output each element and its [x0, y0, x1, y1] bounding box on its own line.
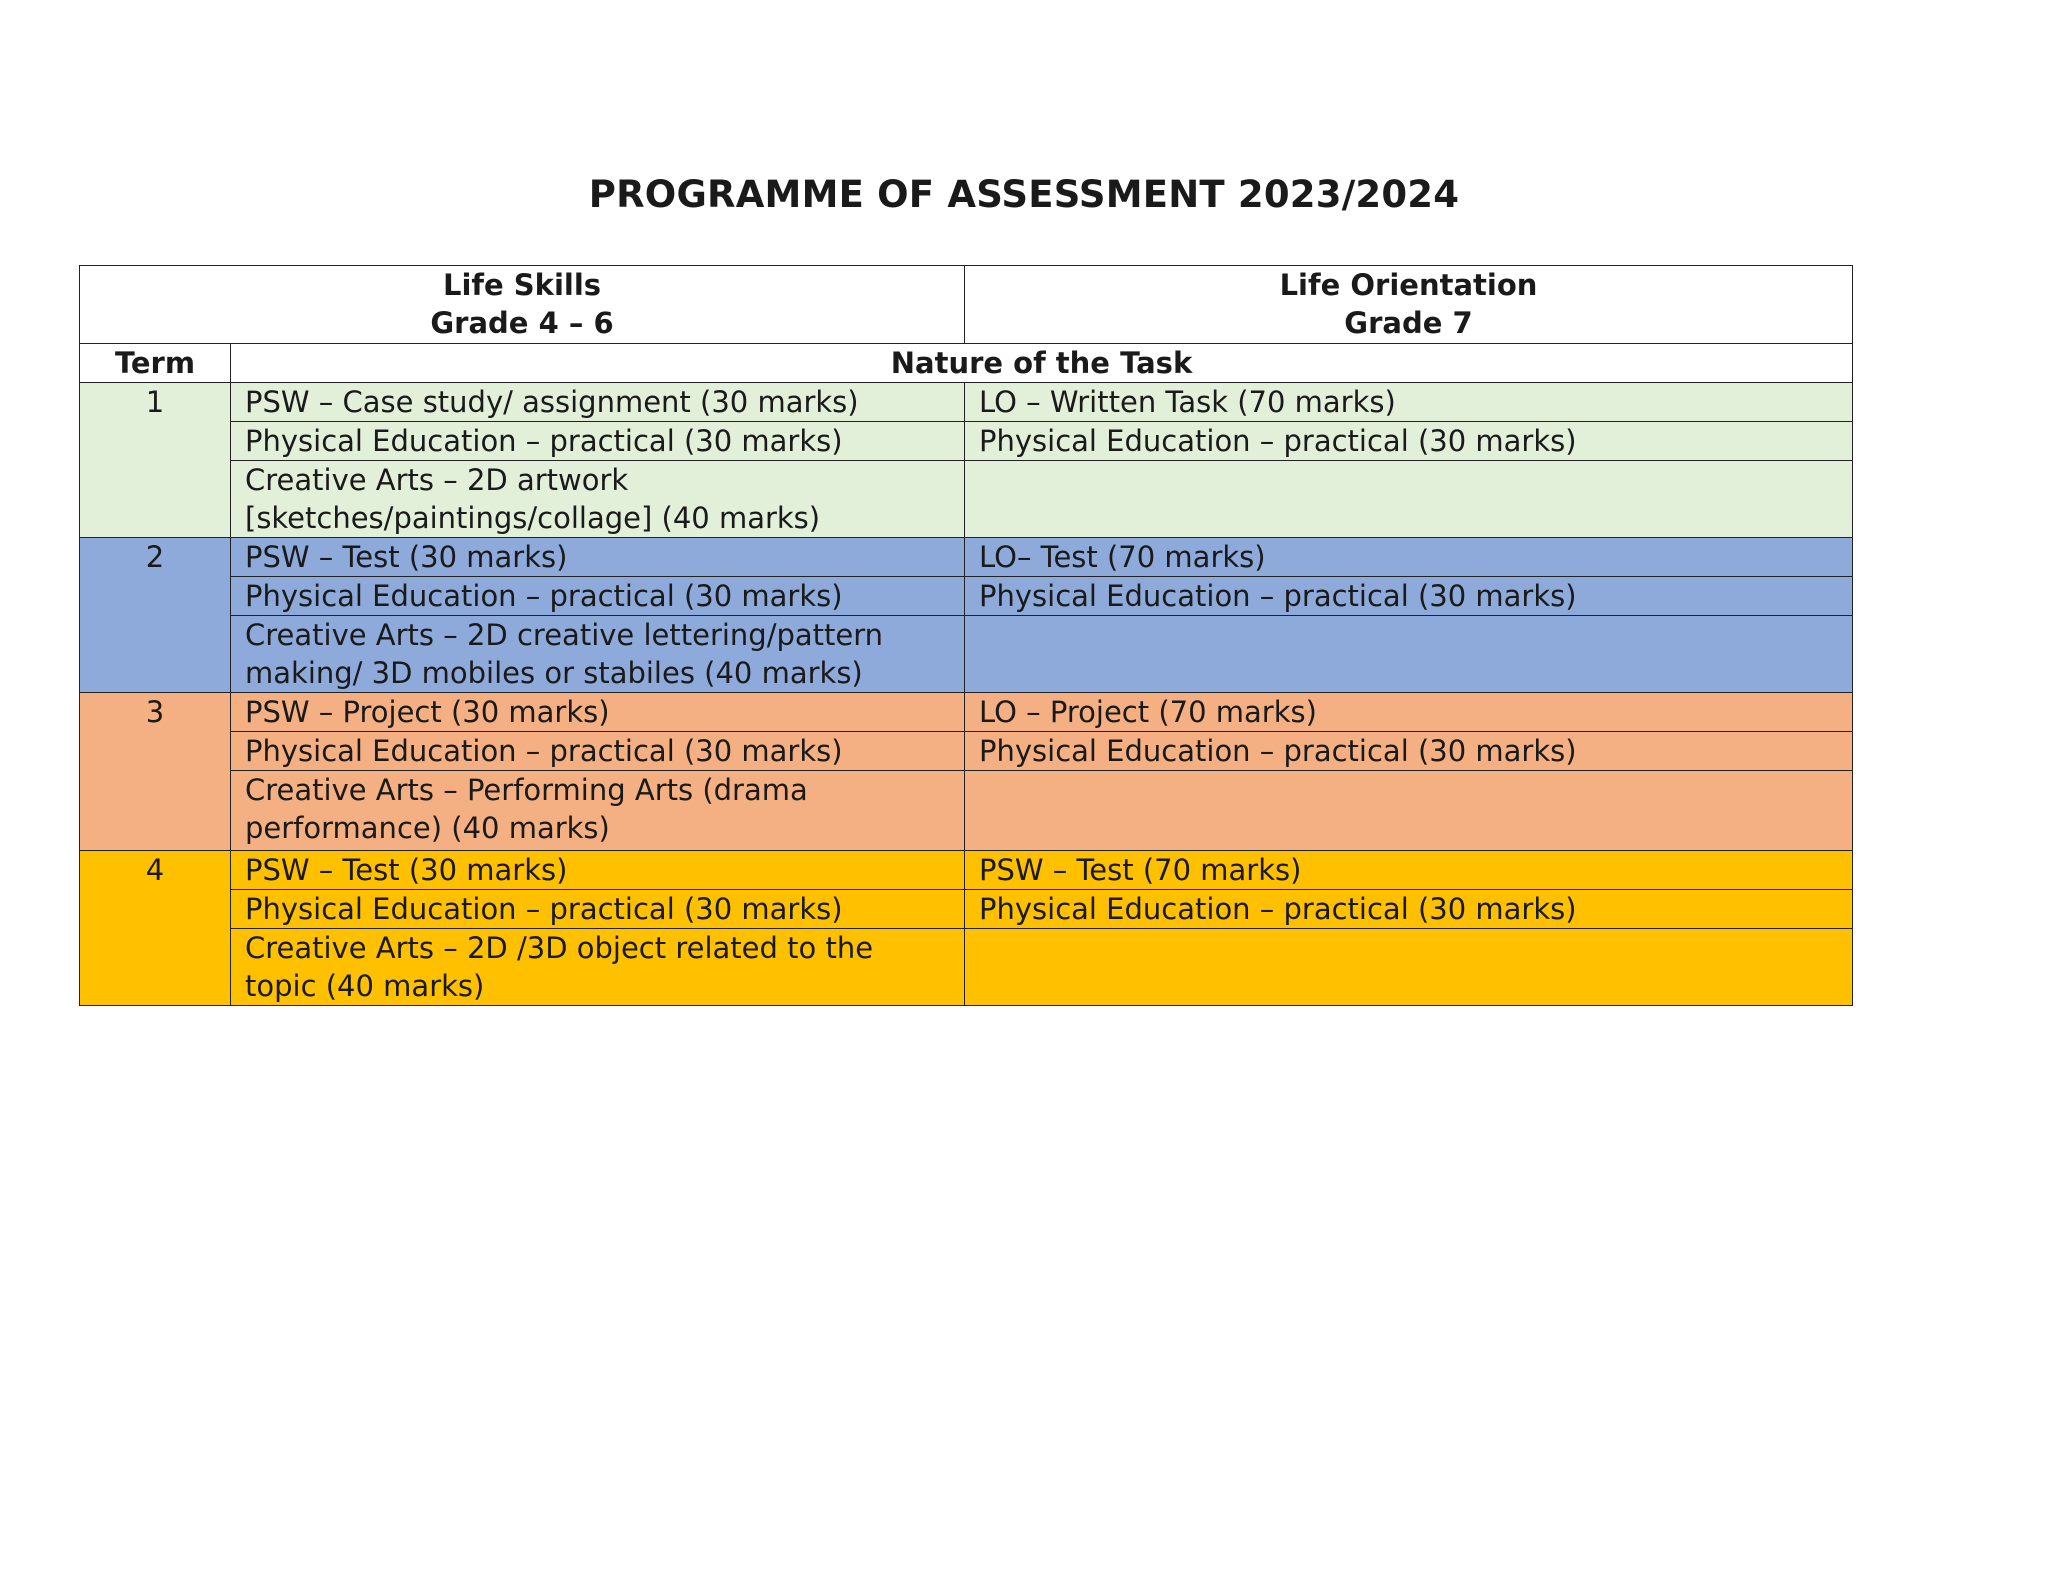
term-number: 4 [80, 851, 231, 1006]
life-orientation-task [965, 616, 1853, 693]
table-row [80, 616, 1853, 693]
table-row [80, 851, 1853, 890]
table-row [80, 929, 1853, 1006]
life-orientation-task: Physical Education – practical (30 marks) [965, 577, 1853, 616]
life-skills-task: Creative Arts – Performing Arts (drama performance) (40 marks) [231, 771, 965, 851]
table-row [80, 732, 1853, 771]
life-orientation-task [965, 929, 1853, 1006]
life-skills-task: PSW – Case study/ assignment (30 marks) [231, 383, 965, 422]
table-header-row [80, 266, 1853, 344]
life-orientation-task: Physical Education – practical (30 marks) [965, 732, 1853, 771]
life-orientation-title: Life Orientation [1279, 268, 1538, 302]
life-skills-header [80, 266, 965, 344]
term-number: 1 [80, 383, 231, 538]
life-skills-task: Physical Education – practical (30 marks) [231, 890, 965, 929]
life-skills-task: Physical Education – practical (30 marks) [231, 422, 965, 461]
table-row [80, 577, 1853, 616]
life-skills-task: Creative Arts – 2D creative lettering/pattern making/ 3D mobiles or stabiles (40 marks) [231, 616, 965, 693]
life-skills-grade: Grade 4 – 6 [430, 306, 614, 340]
life-orientation-task: LO– Test (70 marks) [965, 538, 1853, 577]
life-orientation-task: Physical Education – practical (30 marks) [965, 890, 1853, 929]
life-orientation-task: PSW – Test (70 marks) [965, 851, 1853, 890]
life-orientation-task: Physical Education – practical (30 marks) [965, 422, 1853, 461]
table-subheader-row [80, 344, 1853, 383]
life-skills-task: PSW – Test (30 marks) [231, 851, 965, 890]
life-skills-task: Creative Arts – 2D /3D object related to the topic (40 marks) [231, 929, 965, 1006]
table-row [80, 383, 1853, 422]
life-skills-title: Life Skills [442, 268, 602, 302]
life-orientation-task: LO – Project (70 marks) [965, 693, 1853, 732]
life-orientation-grade: Grade 7 [1344, 306, 1473, 340]
life-skills-task: Creative Arts – 2D artwork [sketches/paintings/collage] (40 marks) [231, 461, 965, 538]
table-row [80, 693, 1853, 732]
life-orientation-task [965, 461, 1853, 538]
table-row [80, 422, 1853, 461]
life-skills-task: Physical Education – practical (30 marks) [231, 577, 965, 616]
page-title: PROGRAMME OF ASSESSMENT 2023/2024 [588, 173, 1460, 216]
table-row [80, 538, 1853, 577]
life-orientation-header [965, 266, 1853, 344]
life-orientation-task: LO – Written Task (70 marks) [965, 383, 1853, 422]
table-row [80, 890, 1853, 929]
table-row [80, 771, 1853, 851]
term-column-header: Term [80, 344, 231, 383]
nature-of-task-header: Nature of the Task [231, 344, 1853, 383]
life-skills-task: PSW – Test (30 marks) [231, 538, 965, 577]
table-row [80, 461, 1853, 538]
assessment-table [79, 265, 1853, 1006]
life-orientation-task [965, 771, 1853, 851]
life-skills-task: Physical Education – practical (30 marks) [231, 732, 965, 771]
life-skills-task: PSW – Project (30 marks) [231, 693, 965, 732]
term-number: 2 [80, 538, 231, 693]
term-number: 3 [80, 693, 231, 851]
